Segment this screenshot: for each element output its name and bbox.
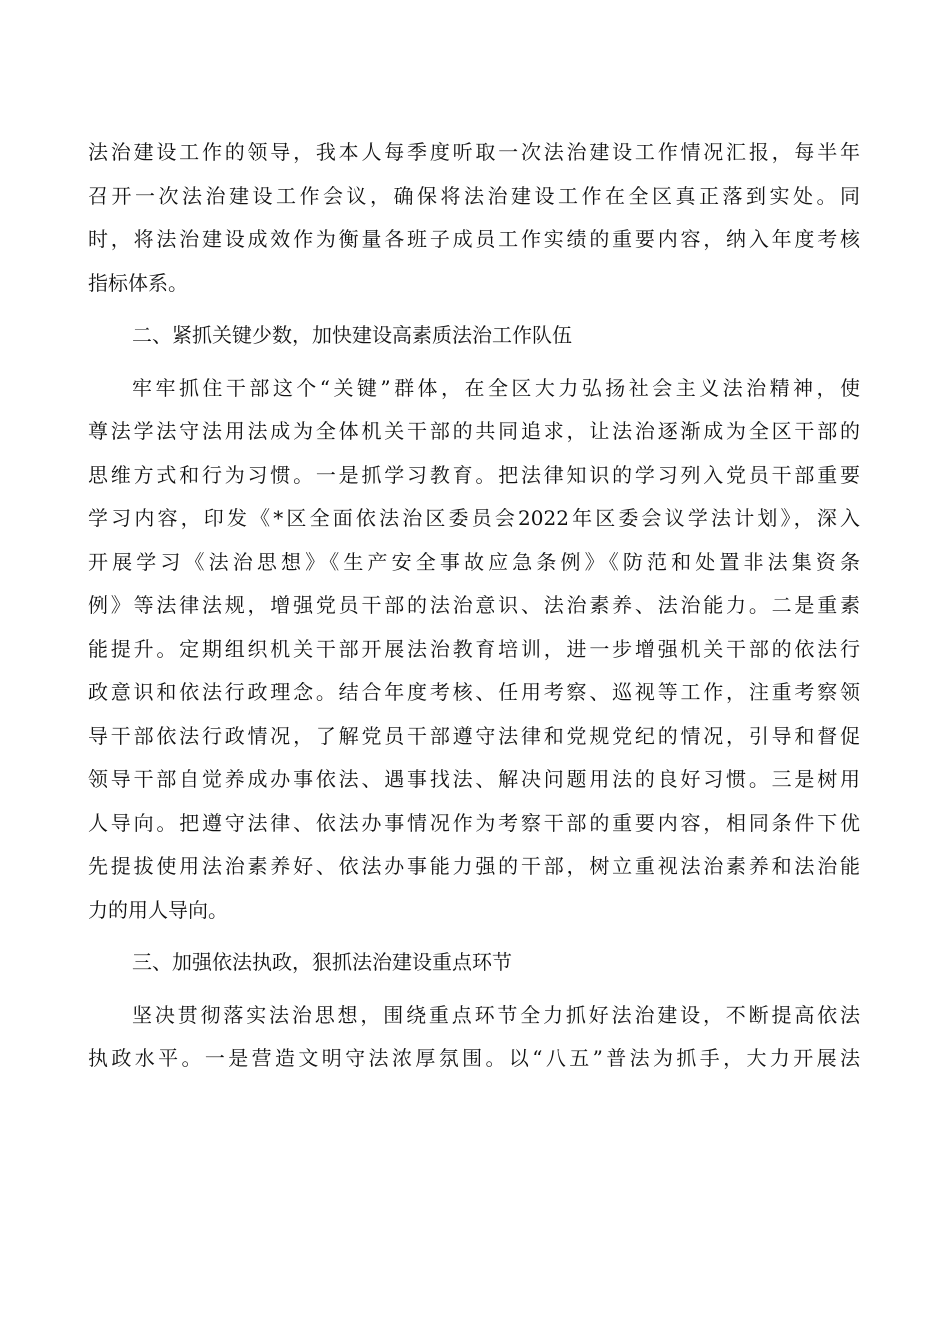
paragraph-1-line-2: 召开一次法治建设工作会议，确保将法治建设工作在全区真正落到实处。同 (88, 183, 860, 208)
paragraph-gap (88, 305, 860, 314)
paragraph-gap (88, 358, 860, 367)
section-heading-3: 三、加强依法执政，狠抓法治建设重点环节 (132, 950, 512, 974)
paragraph-2-line-12: 先提拔使用法治素养好、依法办事能力强的干部，树立重视法治素养和法治能 (88, 854, 860, 878)
paragraph-1-line-3: 时，将法治建设成效作为衡量各班子成员工作实绩的重要内容，纳入年度考核 (88, 227, 860, 251)
paragraph-2-line-8: 政意识和依法行政理念。结合年度考核、任用考察、巡视等工作，注重考察领 (88, 680, 860, 704)
paragraph-gap (88, 932, 860, 941)
paragraph-2-line-6: 例》等法律法规，增强党员干部的法治意识、法治素养、法治能力。二是重素 (88, 593, 860, 617)
paragraph-2-line-9: 导干部依法行政情况，了解党员干部遵守法律和党规党纪的情况，引导和督促 (88, 723, 860, 748)
paragraph-2-line-1: 牢牢抓住干部这个“关键”群体，在全区大力弘扬社会主义法治精神，使 (132, 375, 860, 400)
paragraph-gap (88, 985, 860, 994)
section-heading-2: 二、紧抓关键少数，加快建设高素质法治工作队伍 (132, 323, 572, 347)
paragraph-2-line-10: 领导干部自觉养成办事依法、遇事找法、解决问题用法的良好习惯。三是树用 (88, 767, 860, 791)
document-body (88, 131, 860, 1081)
paragraph-2-line-5: 开展学习《法治思想》《生产安全事故应急条例》《防范和处置非法集资条 (88, 549, 860, 574)
paragraph-1-line-1: 法治建设工作的领导，我本人每季度听取一次法治建设工作情况汇报，每半年 (88, 140, 860, 164)
paragraph-2-line-13: 力的用人导向。 (88, 897, 228, 922)
paragraph-2-line-4: 学习内容，印发《*区全面依法治区委员会2022年区委会议学法计划》，深入 (88, 506, 860, 530)
paragraph-2-line-2: 尊法学法守法用法成为全体机关干部的共同追求，让法治逐渐成为全区干部的 (88, 419, 860, 443)
paragraph-3-line-2: 执政水平。一是营造文明守法浓厚氛围。以“八五”普法为抓手，大力开展法 (88, 1046, 860, 1070)
paragraph-2-line-3: 思维方式和行为习惯。一是抓学习教育。把法律知识的学习列入党员干部重要 (88, 462, 860, 487)
paragraph-2-line-11: 人导向。把遵守法律、依法办事情况作为考察干部的重要内容，相同条件下优 (88, 810, 860, 835)
paragraph-1-line-4: 指标体系。 (88, 270, 188, 295)
paragraph-3-line-1: 坚决贯彻落实法治思想，围绕重点环节全力抓好法治建设，不断提高依法 (132, 1002, 860, 1027)
paragraph-2-line-7: 能提升。定期组织机关干部开展法治教育培训，进一步增强机关干部的依法行 (88, 636, 860, 661)
